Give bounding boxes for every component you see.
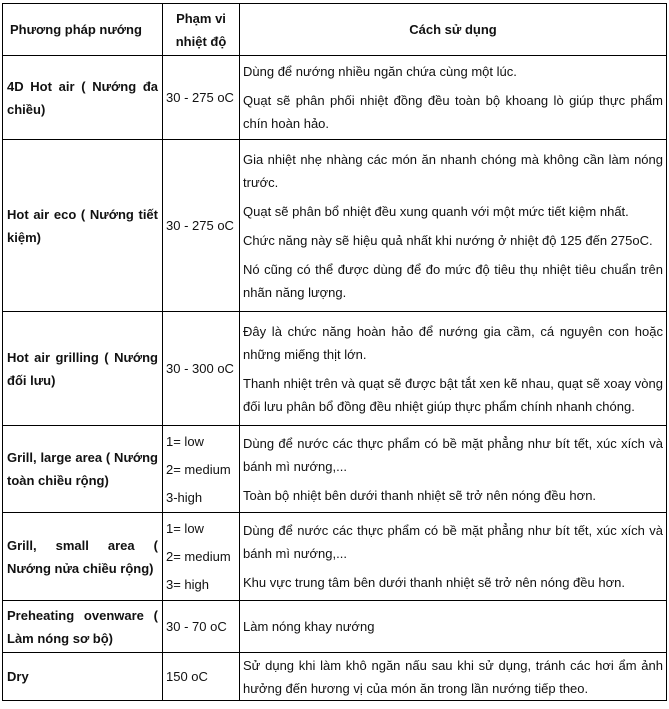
temperature-cell (163, 140, 240, 312)
header-usage: Cách sử dụng (240, 4, 667, 56)
temperature-cell (163, 653, 240, 701)
temperature-value: 3-high (166, 489, 203, 505)
temperature-value: 3= high (166, 577, 210, 592)
usage-paragraph: Gia nhiệt nhẹ nhàng các món ăn nhanh chóng mà không cần làm nóng trước. (243, 151, 663, 190)
temperature-cell (163, 312, 240, 426)
temperature-value: 2= medium (166, 549, 231, 564)
method-cell: Hot air eco ( Nướng tiết kiệm) (3, 140, 163, 312)
usage-cell (240, 140, 667, 312)
temperature-cell (163, 426, 240, 513)
header-row (3, 4, 667, 56)
table-row (3, 140, 667, 312)
table-row (3, 513, 667, 601)
temperature-value: 1= low (166, 433, 204, 449)
usage-cell (240, 56, 667, 140)
usage-paragraph: Dùng để nước các thực phẩm có bề mặt phẳng như bít tết, xúc xích và bánh mì nướng,... (243, 435, 663, 474)
method-cell: Hot air grilling ( Nướng đối lưu) (3, 312, 163, 426)
temperature-cell (163, 601, 240, 653)
temperature-value: 30 - 275 oC (166, 218, 234, 233)
usage-paragraph: Quạt sẽ phân bổ nhiệt đều xung quanh với một mức tiết kiệm nhất. (243, 203, 629, 219)
usage-paragraph: Toàn bộ nhiệt bên dưới thanh nhiệt sẽ trở nên nóng đều hơn. (243, 487, 597, 503)
temperature-value: 150 oC (166, 669, 208, 684)
temperature-value: 1= low (166, 521, 204, 536)
usage-cell (240, 513, 667, 601)
temperature-cell (163, 513, 240, 601)
table-row (3, 312, 667, 426)
method-cell: Grill, large area ( Nướng toàn chiều rộng) (3, 426, 163, 513)
temperature-value: 2= medium (166, 461, 231, 477)
header-temperature-range (163, 4, 240, 56)
usage-cell (240, 426, 667, 513)
table-row (3, 426, 667, 513)
usage-paragraph: Chức năng này sẽ hiệu quả nhất khi nướng ở nhiệt độ 125 đến 275oC. (243, 232, 653, 248)
usage-paragraph: Dùng để nướng nhiều ngăn chứa cùng một lúc. (243, 64, 517, 79)
usage-cell (240, 312, 667, 426)
usage-paragraph: Đây là chức năng hoàn hảo để nướng gia cầm, cá nguyên con hoặc những miếng thịt lớn. (243, 323, 663, 362)
usage-paragraph: Dùng để nước các thực phẩm có bề mặt phẳng như bít tết, xúc xích và bánh mì nướng,... (243, 523, 663, 561)
usage-paragraph: Quạt sẽ phân phối nhiệt đồng đều toàn bộ khoang lò giúp thực phẩm chín hoàn hảo. (243, 93, 663, 131)
usage-paragraph: Làm nóng khay nướng (243, 619, 375, 634)
temperature-value: 30 - 275 oC (166, 90, 234, 105)
temperature-cell (163, 56, 240, 140)
method-cell: Grill, small area ( Nướng nửa chiều rộng) (3, 513, 163, 601)
table-row (3, 56, 667, 140)
method-cell: Dry (3, 653, 163, 701)
header-range-line2: nhiệt độ (175, 33, 227, 49)
usage-cell (240, 653, 667, 701)
usage-paragraph: Thanh nhiệt trên và quạt sẽ được bật tắt xen kẽ nhau, quạt sẽ xoay vòng đối lưu phân bổ đồng đều nhiệt giúp thực phẩm chính nhanh chóng. (243, 375, 663, 414)
method-cell: 4D Hot air ( Nướng đa chiều) (3, 56, 163, 140)
header-method: Phương pháp nướng (3, 4, 163, 56)
usage-paragraph: Nó cũng có thể được dùng để đo mức độ tiêu thụ nhiệt tiêu chuẩn trên nhãn năng lượng. (243, 261, 663, 300)
usage-cell (240, 601, 667, 653)
oven-modes-table (2, 3, 667, 701)
table-row (3, 653, 667, 701)
table-row (3, 601, 667, 653)
usage-paragraph: Khu vực trung tâm bên dưới thanh nhiệt sẽ trở nên nóng đều hơn. (243, 575, 625, 590)
method-cell: Preheating ovenware ( Làm nóng sơ bộ) (3, 601, 163, 653)
temperature-value: 30 - 70 oC (166, 619, 227, 634)
usage-paragraph: Sử dụng khi làm khô ngăn nấu sau khi sử dụng, tránh các hơi ẩm ảnh hưởng đến hương vị của món ăn trong lần nướng tiếp theo. (243, 657, 663, 696)
temperature-value: 30 - 300 oC (166, 361, 234, 376)
header-range-line1: Phạm vi (176, 10, 226, 26)
